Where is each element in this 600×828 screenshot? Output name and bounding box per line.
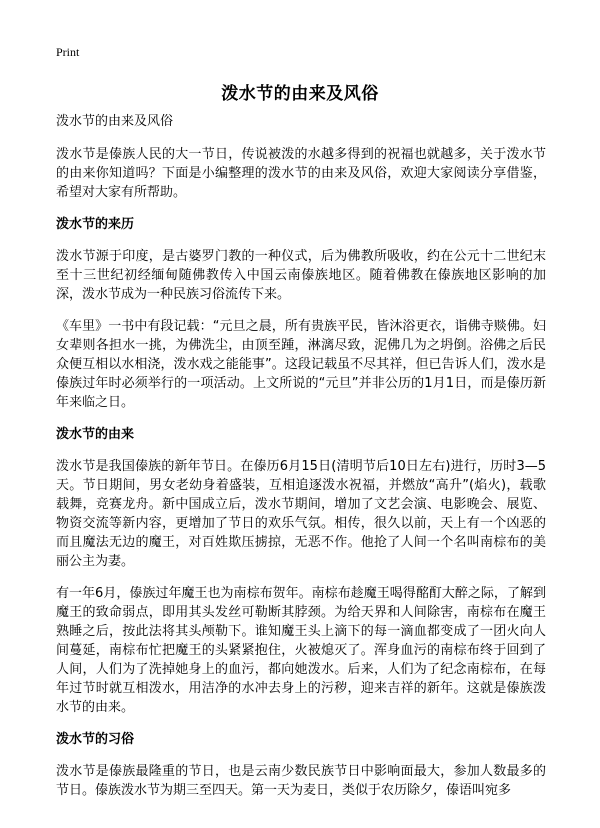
article-subtitle: 泼水节的由来及风俗 xyxy=(56,114,174,129)
origin-paragraph-1: 泼水节源于印度，是古婆罗门教的一种仪式，后为佛教所吸收，约在公元十二世纪末至十三世纪初经缅甸随佛教传入中国云南傣族地区。随着佛教在傣族地区影响的加深，泼水节成为一种民族习俗流传下来。 xyxy=(56,249,546,302)
legend-paragraph-2: 有一年6月，傣族过年魔王也为南棕布贺年。南棕布趁魔王喝得酩酊大醉之际，了解到魔王的致命弱点，即用其头发丝可勒断其脖颈。为给天界和人间除害，南棕布在魔王熟睡之后，按此法将其头颅勒下。谁知魔王头上滴下的每一滴血都变成了一团火向人间蔓延，南棕布忙把魔王的头紧紧抱住，火被熄灭了。浑身血污的南棕布终于回到了人间，人们为了洗掉她身上的血污，都向她泼水。后来，人们为了纪念南棕布，在每年过节时就互相泼水，用洁净的水冲去身上的污秽，迎来吉祥的新年。这就是傣族泼水节的由来。 xyxy=(56,586,546,715)
section-heading-origin: 泼水节的来历 xyxy=(56,217,135,232)
section-heading-legend: 泼水节的由来 xyxy=(56,427,135,442)
print-link[interactable]: Print xyxy=(56,45,80,59)
page-title: 泼水节的由来及风俗 xyxy=(221,84,379,104)
article-body xyxy=(56,112,546,813)
intro-paragraph: 泼水节是傣族人民的大一节日，传说被泼的水越多得到的祝福也就越多，关于泼水节的由来你知道吗？下面是小编整理的泼水节的由来及风俗，欢迎大家阅读分享借鉴，希望对大家有所帮助。 xyxy=(56,147,546,200)
legend-paragraph-1: 泼水节是我国傣族的新年节日。在傣历6月15日(清明节后10日左右)进行，历时3—5天。节日期间，男女老幼身着盛装，互相追逐泼水祝福，并燃放“高升”(焰火)，载歌载舞，竞赛龙舟。新中国成立后，泼水节期间，增加了文艺会演、电影晚会、展览、物资交流等新内容，更增加了节日的欢乐气氛。相传，很久以前，天上有一个凶恶的而且魔法无边的魔王，对百姓欺压掳掠，无恶不作。他抢了人间一个名叫南棕布的美丽公主为妻。 xyxy=(56,459,546,569)
section-heading-customs: 泼水节的习俗 xyxy=(56,732,135,747)
origin-paragraph-2: 《车里》一书中有段记载：“元旦之晨，所有贵族平民，皆沐浴更衣，诣佛寺赕佛。妇女辈则各担水一挑，为佛洗尘，由顶至踵，淋漓尽致，泥佛几为之坍倒。浴佛之后民众便互相以水相浇，泼水戏之能能事”。这段记载虽不尽其祥，但已告诉人们，泼水是傣族过年时必须举行的一项活动。上文所说的“元旦”并非公历的1月1日，而是傣历新年来临之日。 xyxy=(56,319,546,410)
customs-paragraph-1: 泼水节是傣族最隆重的节日，也是云南少数民族节日中影响面最大，参加人数最多的节日。傣族泼水节为期三至四天。第一天为麦日，类似于农历除夕，傣语叫宛多 xyxy=(56,764,546,798)
